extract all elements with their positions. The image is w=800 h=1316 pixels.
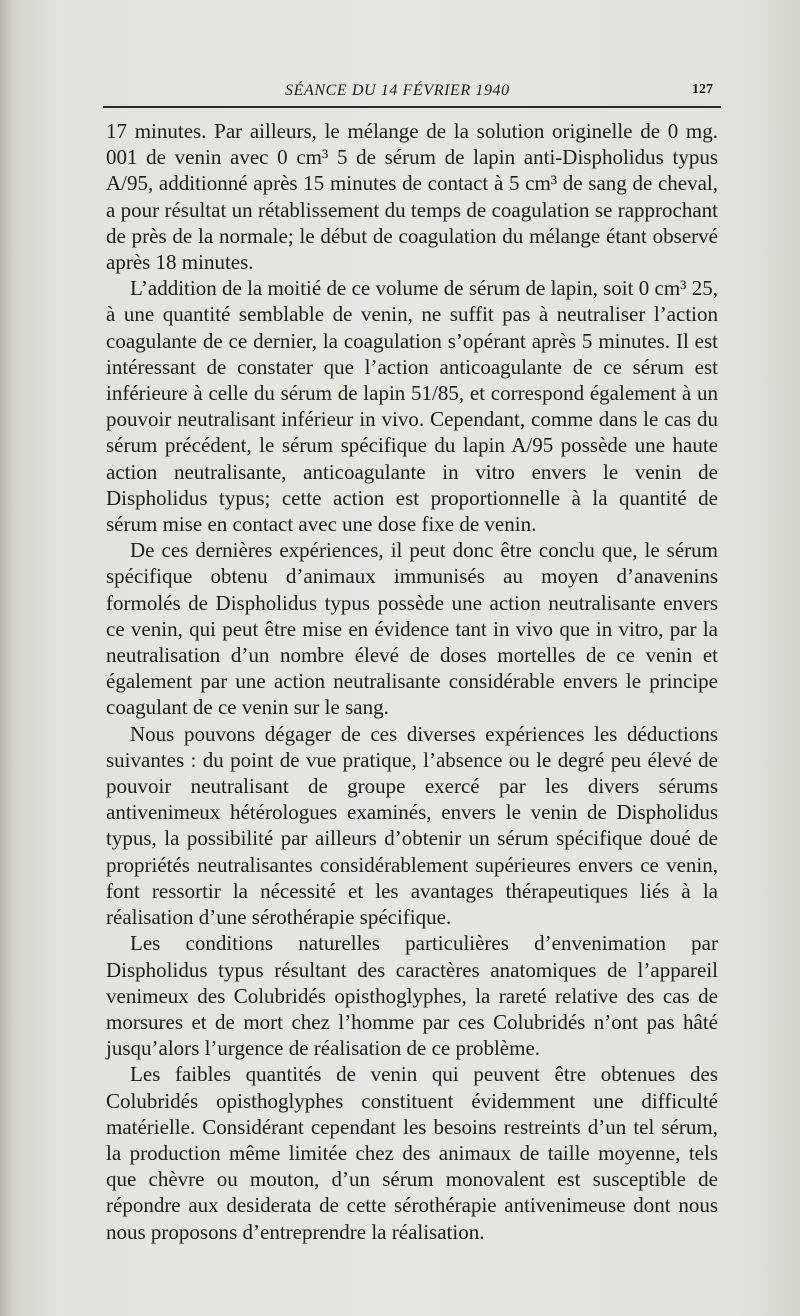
body-text: [106, 118, 718, 1245]
paragraph: Les conditions naturelles particulières d’envenimation par Dispholidus typus résultant des caractères anatomiques de l’appareil venimeux des Colubridés opisthoglyphes, la rareté relative des cas de morsures et de mort chez l’homme par ces Colubridés n’ont pas hâté jusqu’alors l’urgence de réalisation de ce problème.: [106, 931, 718, 1061]
paragraph: L’addition de la moitié de ce volume de sérum de lapin, soit 0 cm³ 25, à une quantité semblable de venin, ne suffit pas à neutraliser l’action coagulante de ce dernier, la coagulation s’opérant après 5 minutes. Il est intéressant de constater que l’action anticoagulante de ce sérum est inférieure à celle du sérum de lapin 51/85, et correspond également à un pouvoir neutralisant inférieur in vivo. Cependant, comme dans le cas du sérum précédent, le sérum spécifique du lapin A/95 possède une haute action neutralisante, anticoagulante in vitro envers le venin de Dispholidus typus; cette action est proportionnelle à la quantité de sérum mise en contact avec une dose fixe de venin.: [106, 276, 718, 537]
page-header: [103, 80, 723, 110]
paragraph: 17 minutes. Par ailleurs, le mélange de la solution originelle de 0 mg. 001 de venin avec 0 cm³ 5 de sérum de lapin anti-Dispholidus typus A/95, additionné après 15 minutes de contact à 5 cm³ de sang de cheval, a pour résultat un rétablissement du temps de coagulation se rapprochant de près de la normale; le début de coagulation du mélange étant observé après 18 minutes.: [106, 119, 718, 275]
binding-shadow: [0, 0, 14, 1316]
header-rule: [103, 106, 721, 108]
page-number: 127: [692, 82, 713, 97]
paragraph: Les faibles quantités de venin qui peuvent être obtenues des Colubridés opisthoglyphes constituent évidemment une difficulté matérielle. Considérant cependant les besoins restreints d’un tel sérum, la production même limitée chez des animaux de taille moyenne, tels que chèvre ou mouton, d’un sérum monovalent est susceptible de répondre aux desiderata de cette sérothérapie antivenimeuse dont nous nous proposons d’entreprendre la réalisation.: [106, 1062, 718, 1244]
paragraph: De ces dernières expériences, il peut donc être conclu que, le sérum spécifique obtenu d’animaux immunisés au moyen d’anavenins formolés de Dispholidus typus possède une action neutralisante envers ce venin, qui peut être mise en évidence tant in vivo que in vitro, par la neutralisation d’un nombre élevé de doses mortelles de ce venin et également par une action neutralisante considérable envers le principe coagulant de ce venin sur le sang.: [106, 538, 718, 720]
running-title: SÉANCE DU 14 FÉVRIER 1940: [285, 82, 510, 99]
paragraph: Nous pouvons dégager de ces diverses expériences les déductions suivantes : du point de vue pratique, l’absence ou le degré peu élevé de pouvoir neutralisant de groupe exercé par les divers sérums antivenimeux hétérologues examinés, envers le venin de Dispholidus typus, la possibilité par ailleurs d’obtenir un sérum spécifique doué de propriétés neutralisantes considérablement supérieures envers ce venin, font ressortir la nécessité et les avantages thérapeutiques liés à la réalisation d’une sérothérapie spécifique.: [106, 721, 718, 930]
